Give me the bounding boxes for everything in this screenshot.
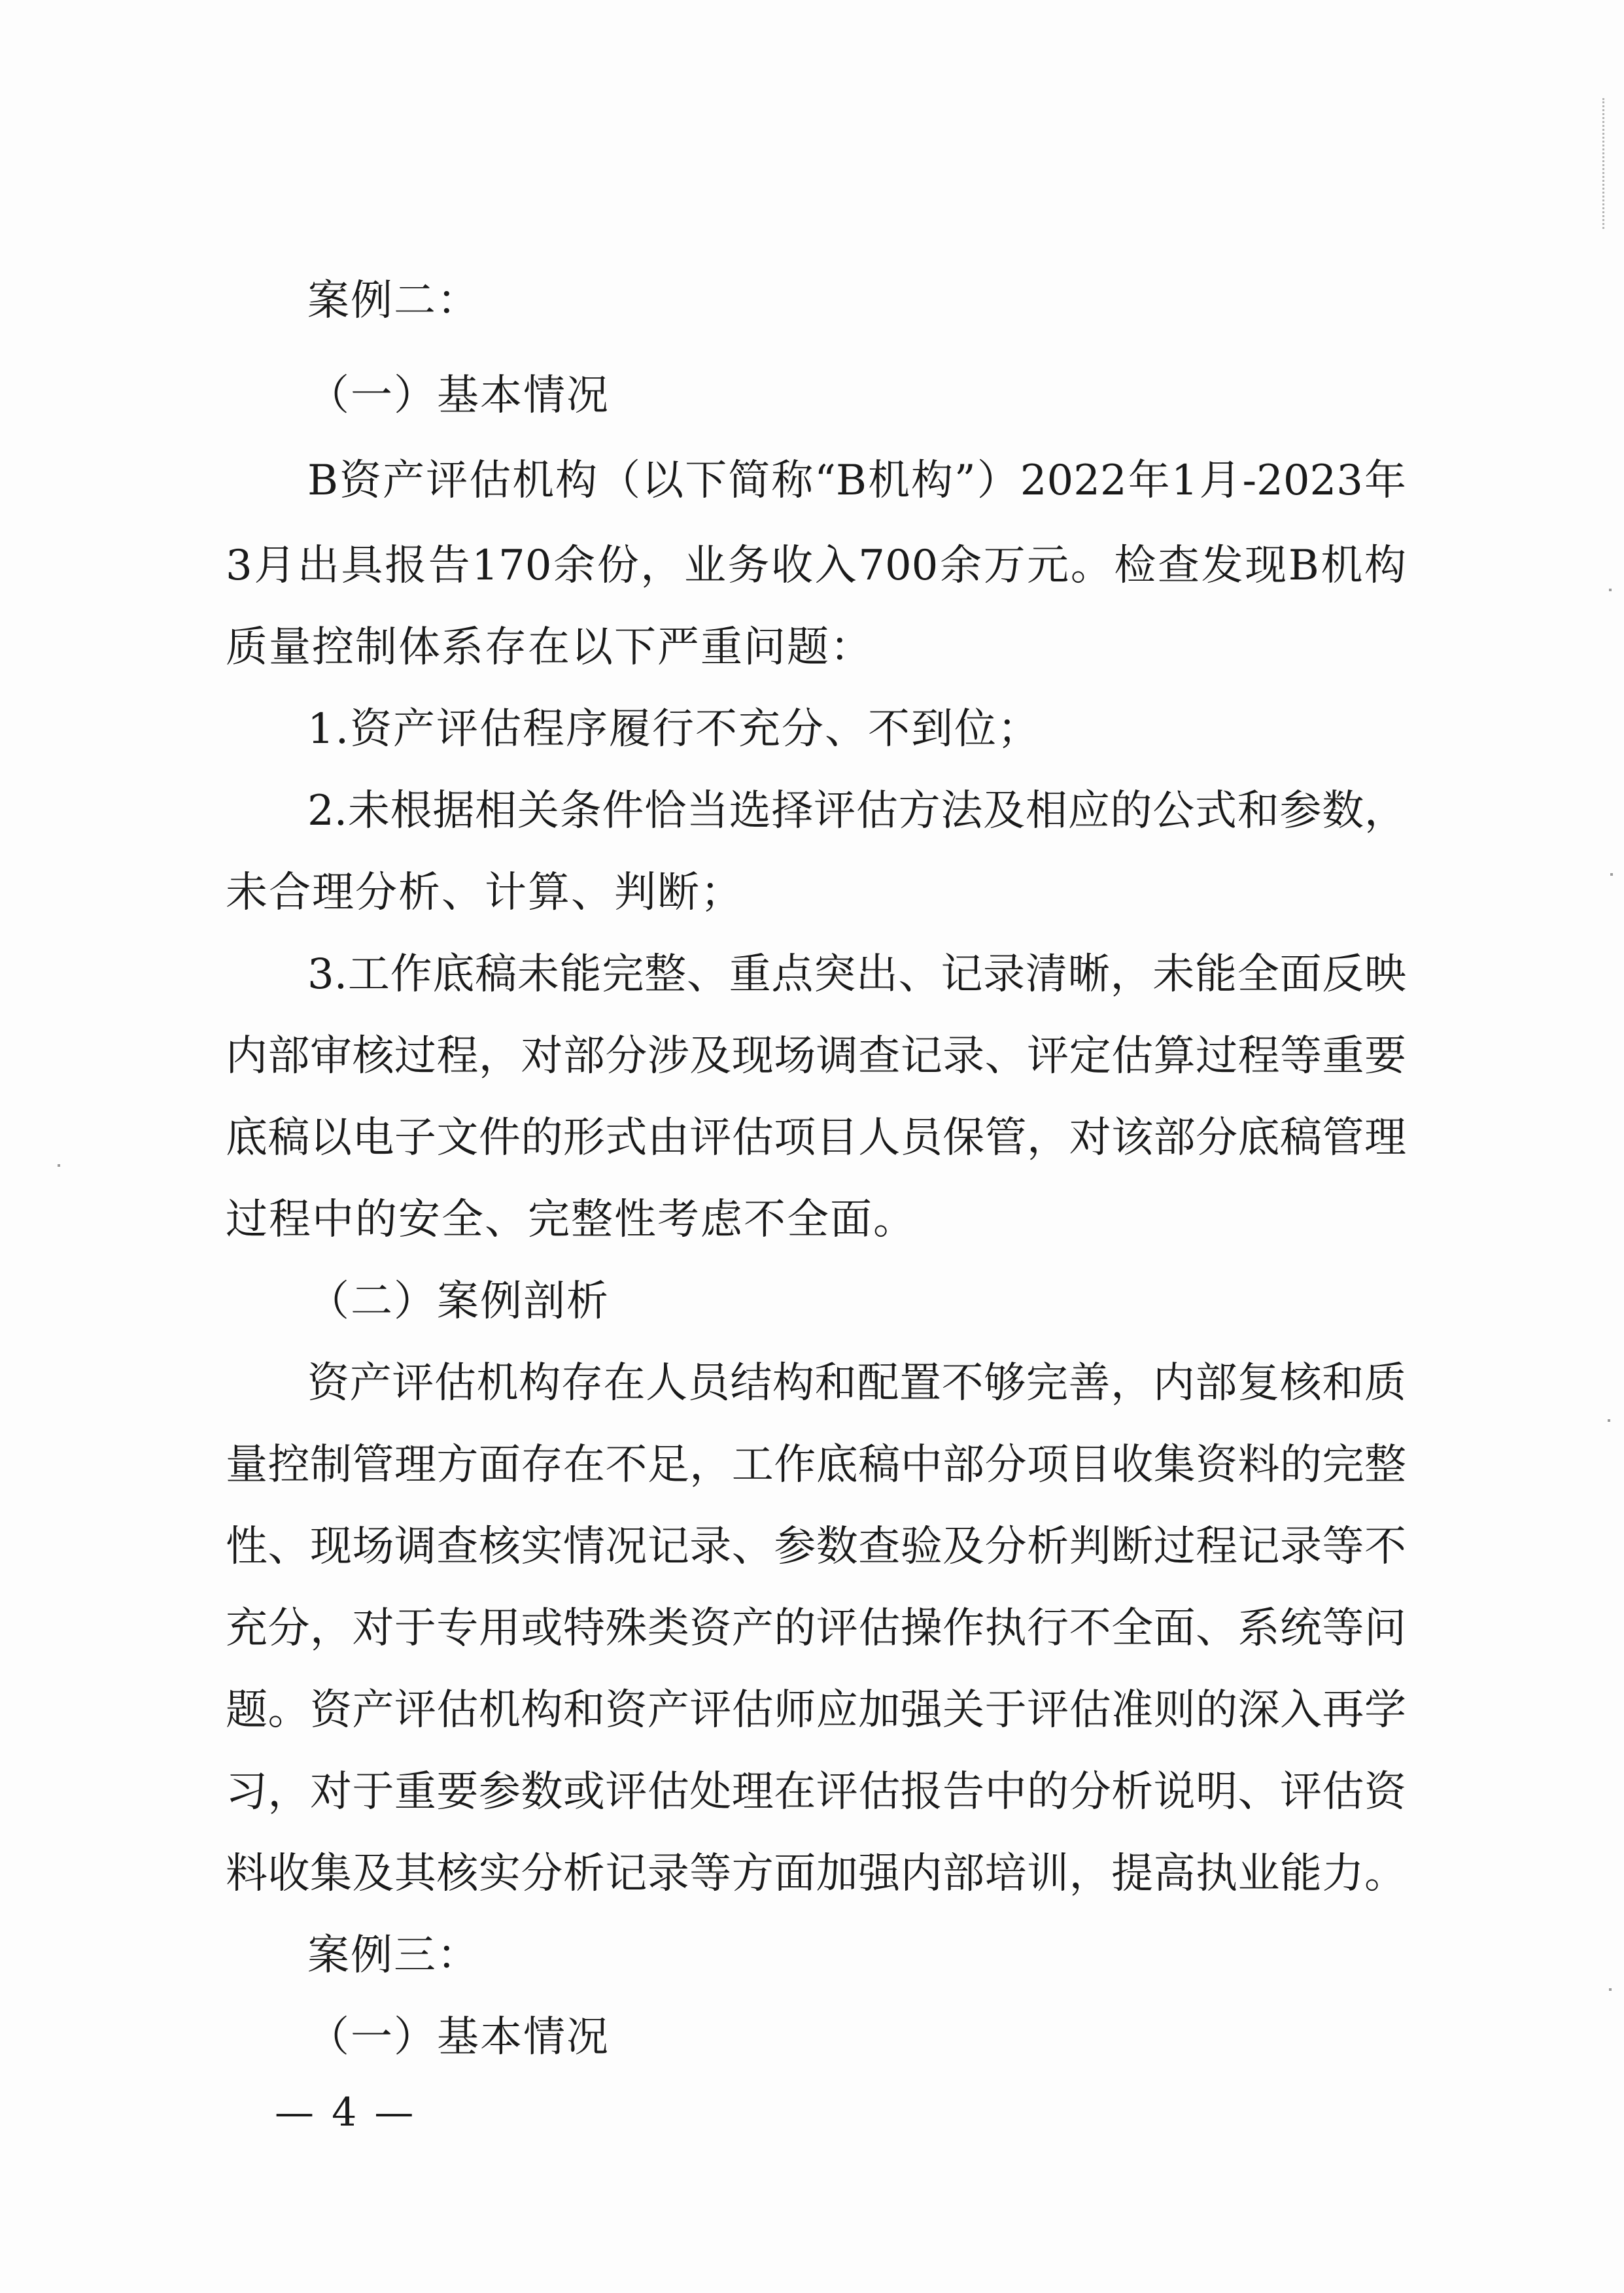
section-basic-situation-heading: （一）基本情况 [307, 2013, 610, 2061]
paragraph-line: 题。资产评估机构和资产评估师应加强关于评估准则的深入再学 [226, 1686, 1406, 1734]
paragraph-line: 资产评估机构存在人员结构和配置不够完善，内部复核和质 [307, 1359, 1406, 1407]
paragraph-line: 量控制管理方面存在不足，工作底稿中部分项目收集资料的完整 [226, 1441, 1406, 1489]
list-item-3-continued: 内部审核过程，对部分涉及现场调查记录、评定估算过程等重要 [226, 1032, 1406, 1080]
case-three-heading: 案例三： [307, 1931, 480, 1980]
list-item-3: 3.工作底稿未能完整、重点突出、记录清晰，未能全面反映 [307, 950, 1406, 999]
scan-dust-mark [1609, 589, 1612, 591]
paragraph-line: 性、现场调查核实情况记录、参数查验及分析判断过程记录等不 [226, 1523, 1406, 1571]
scan-dust-mark [1609, 1988, 1612, 1991]
list-item-2-continued: 未合理分析、计算、判断； [226, 869, 744, 917]
paragraph-line: B资产评估机构（以下简称“B机构”）2022年1月-2023年 [307, 457, 1406, 505]
list-item-3-continued: 底稿以电子文件的形式由评估项目人员保管，对该部分底稿管理 [226, 1114, 1406, 1162]
list-item-2: 2.未根据相关条件恰当选择评估方法及相应的公式和参数， [307, 787, 1406, 835]
paragraph-line: 料收集及其核实分析记录等方面加强内部培训，提高执业能力。 [226, 1850, 1406, 1898]
paragraph-line: 习，对于重要参数或评估处理在评估报告中的分析说明、评估资 [226, 1768, 1406, 1816]
section-basic-situation-heading: （一）基本情况 [307, 371, 610, 420]
case-two-heading: 案例二： [307, 277, 480, 325]
list-item-1: 1.资产评估程序履行不充分、不到位； [307, 705, 1041, 753]
section-case-analysis-heading: （二）案例剖析 [307, 1277, 610, 1326]
paragraph-line: 3月出具报告170余份，业务收入700余万元。检查发现B机构 [226, 542, 1406, 590]
page-number: — 4 — [275, 2090, 417, 2135]
scan-dust-mark [1610, 873, 1613, 876]
paragraph-line: 质量控制体系存在以下严重问题： [226, 623, 873, 672]
scan-dust-mark [58, 1164, 60, 1167]
list-item-3-continued: 过程中的安全、完整性考虑不全面。 [226, 1196, 916, 1244]
scan-edge-artifact [1602, 98, 1606, 229]
scan-dust-mark [1608, 1419, 1610, 1422]
paragraph-line: 充分，对于专用或特殊类资产的评估操作执行不全面、系统等问 [226, 1604, 1406, 1653]
